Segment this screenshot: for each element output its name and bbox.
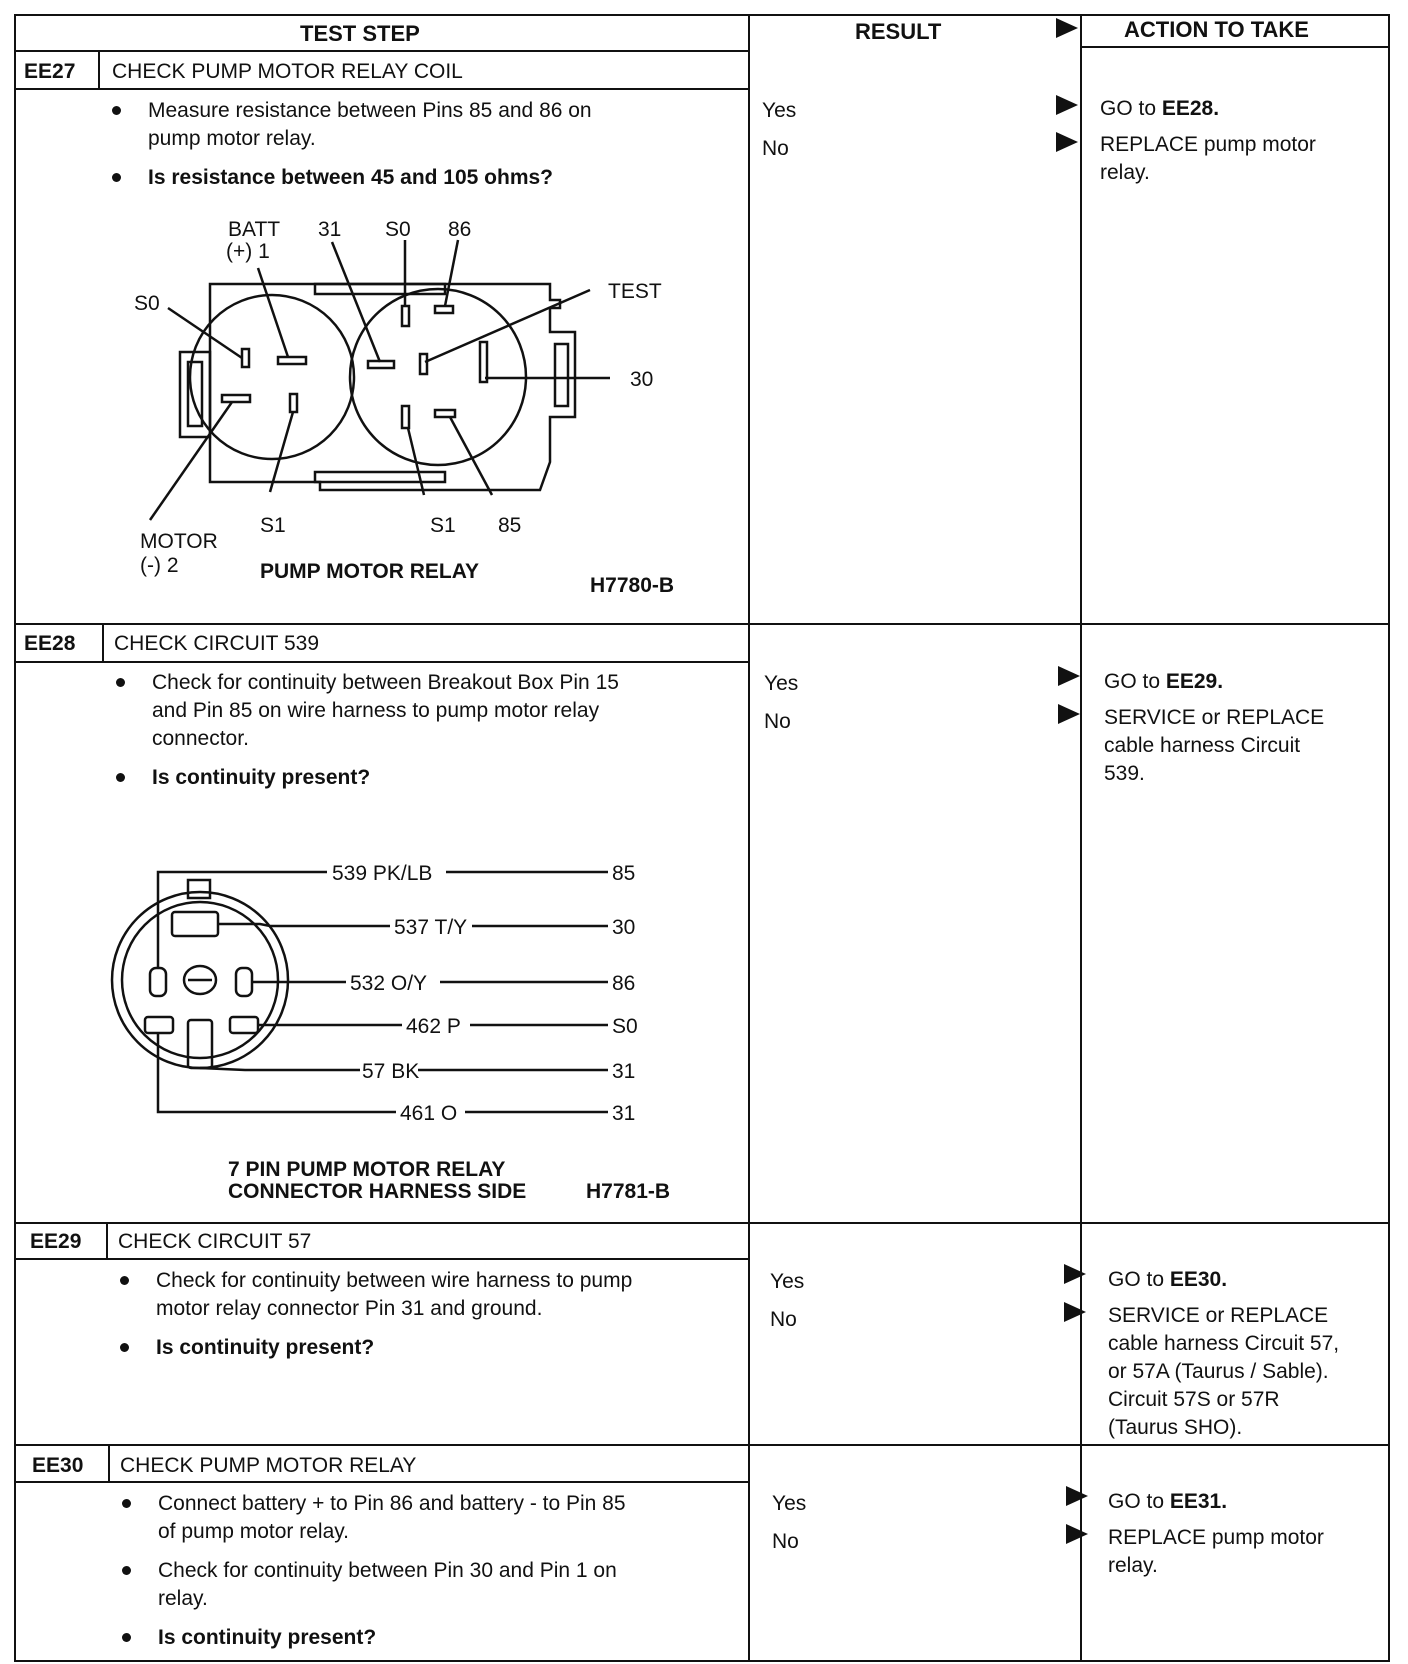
- action-no-ee29: SERVICE or REPLACE: [1108, 1304, 1329, 1327]
- label-motor-minus: (-) 2: [140, 554, 179, 577]
- result-no-ee27: No: [762, 137, 789, 160]
- wire-label: 539 PK/LB: [332, 862, 433, 885]
- step-title-ee27: CHECK PUMP MOTOR RELAY COIL: [112, 60, 463, 83]
- step-code-ee28: EE28: [24, 632, 76, 655]
- label-batt-plus: (+) 1: [226, 240, 270, 263]
- label-batt: BATT: [228, 218, 281, 241]
- wire-label: 532 O/Y: [350, 972, 428, 995]
- action-yes-ee27: GO to EE28.: [1100, 97, 1220, 120]
- title-rule-ee30: [14, 1481, 750, 1483]
- label-s1-right: S1: [430, 514, 456, 537]
- label-30: 30: [630, 368, 654, 391]
- result-yes-ee29: Yes: [770, 1270, 805, 1293]
- pin-label: 30: [612, 916, 636, 939]
- label-motor: MOTOR: [140, 530, 218, 553]
- result-no-ee28: No: [764, 710, 791, 733]
- title-rule-ee27: [14, 88, 750, 90]
- relay-connector-diagram: [100, 850, 700, 1210]
- action-no-ee28: cable harness Circuit: [1104, 734, 1301, 757]
- label-85: 85: [498, 514, 522, 537]
- bullet-icon: [122, 1499, 131, 1508]
- pin-label: 31: [612, 1102, 636, 1125]
- step-text: relay.: [158, 1587, 208, 1610]
- step-code-ee29: EE29: [30, 1230, 82, 1253]
- step-text: Connect battery + to Pin 86 and battery - to Pin 85: [158, 1492, 626, 1515]
- step-text: and Pin 85 on wire harness to pump motor relay: [152, 699, 600, 722]
- table-left-border: [14, 14, 16, 1662]
- result-arrow-icon: [1064, 1264, 1086, 1284]
- header-result: RESULT: [855, 19, 942, 44]
- table-bottom-border: [14, 1660, 1390, 1662]
- label-86: 86: [448, 218, 472, 241]
- row-separator-ee29: [14, 1222, 1390, 1224]
- step-text: Measure resistance between Pins 85 and 86 on: [148, 99, 592, 122]
- result-arrow-icon: [1064, 1302, 1086, 1322]
- result-no-ee29: No: [770, 1308, 797, 1331]
- figure-caption: CONNECTOR HARNESS SIDE: [228, 1180, 527, 1203]
- step-title-ee29: CHECK CIRCUIT 57: [118, 1230, 312, 1253]
- step-text: Check for continuity between wire harness to pump: [156, 1269, 633, 1292]
- step-title-ee30: CHECK PUMP MOTOR RELAY: [120, 1454, 417, 1477]
- step-question: Is continuity present?: [156, 1336, 375, 1359]
- action-no-ee29: cable harness Circuit 57,: [1108, 1332, 1340, 1355]
- table-right-border: [1388, 14, 1390, 1662]
- pin-label: S0: [612, 1015, 638, 1038]
- step-text: connector.: [152, 727, 249, 750]
- row-separator-ee30: [14, 1444, 1390, 1446]
- header-test-step: TEST STEP: [300, 21, 420, 46]
- step-title-ee28: CHECK CIRCUIT 539: [114, 632, 319, 655]
- step-text: Check for continuity between Breakout Box Pin 15: [152, 671, 619, 694]
- step-code-ee27: EE27: [24, 60, 76, 83]
- pin-label: 85: [612, 862, 636, 885]
- header-arrow-icon: [1056, 18, 1078, 38]
- result-no-ee30: No: [772, 1530, 799, 1553]
- result-arrow-icon: [1056, 132, 1078, 152]
- step-code-ee30: EE30: [32, 1454, 84, 1477]
- bullet-icon: [116, 773, 125, 782]
- code-box-divider-ee30: [108, 1446, 110, 1483]
- result-arrow-icon: [1066, 1486, 1088, 1506]
- action-no-ee27: REPLACE pump motor: [1100, 133, 1316, 156]
- figure-code: H7780-B: [590, 574, 675, 597]
- wire-label: 462 P: [406, 1015, 461, 1038]
- result-arrow-icon: [1058, 704, 1080, 724]
- wire-label: 461 O: [400, 1102, 458, 1125]
- title-rule-ee29: [14, 1258, 750, 1260]
- figure-caption: 7 PIN PUMP MOTOR RELAY: [228, 1158, 506, 1181]
- action-no-ee29: (Taurus SHO).: [1108, 1416, 1243, 1439]
- title-rule-ee28: [14, 661, 750, 663]
- bullet-icon: [120, 1343, 129, 1352]
- pump-motor-relay-diagram: [120, 212, 720, 612]
- label-test: TEST: [608, 280, 662, 303]
- bullet-icon: [122, 1633, 131, 1642]
- header-bottom-rule-action: [1080, 46, 1390, 48]
- action-no-ee29: Circuit 57S or 57R: [1108, 1388, 1280, 1411]
- figure-code: H7781-B: [586, 1180, 671, 1203]
- step-text: pump motor relay.: [148, 127, 316, 150]
- bullet-icon: [112, 106, 121, 115]
- bullet-icon: [116, 678, 125, 687]
- result-arrow-icon: [1056, 95, 1078, 115]
- step-text: Check for continuity between Pin 30 and Pin 1 on: [158, 1559, 617, 1582]
- pin-label: 86: [612, 972, 636, 995]
- code-box-divider-ee28: [102, 625, 104, 663]
- action-no-ee29: or 57A (Taurus / Sable).: [1108, 1360, 1329, 1383]
- result-arrow-icon: [1066, 1524, 1088, 1544]
- action-no-ee27: relay.: [1100, 161, 1150, 184]
- label-s0-left: S0: [134, 292, 160, 315]
- header-action: ACTION TO TAKE: [1124, 17, 1309, 42]
- result-yes-ee30: Yes: [772, 1492, 807, 1515]
- code-box-divider-ee27: [98, 52, 100, 90]
- action-yes-ee28: GO to EE29.: [1104, 670, 1224, 693]
- result-yes-ee28: Yes: [764, 672, 799, 695]
- action-no-ee30: relay.: [1108, 1554, 1158, 1577]
- label-s1-left: S1: [260, 514, 286, 537]
- action-no-ee30: REPLACE pump motor: [1108, 1526, 1324, 1549]
- step-text: of pump motor relay.: [158, 1520, 350, 1543]
- result-yes-ee27: Yes: [762, 99, 797, 122]
- wire-label: 537 T/Y: [394, 916, 468, 939]
- action-no-ee28: 539.: [1104, 762, 1145, 785]
- pin-label: 31: [612, 1060, 636, 1083]
- label-31: 31: [318, 218, 342, 241]
- column-divider-result: [748, 14, 750, 1662]
- step-question: Is continuity present?: [152, 766, 371, 789]
- bullet-icon: [112, 173, 121, 182]
- step-question: Is continuity present?: [158, 1626, 377, 1649]
- result-arrow-icon: [1058, 666, 1080, 686]
- step-question: Is resistance between 45 and 105 ohms?: [148, 166, 554, 189]
- label-s0-top: S0: [385, 218, 411, 241]
- action-yes-ee29: GO to EE30.: [1108, 1268, 1228, 1291]
- step-text: motor relay connector Pin 31 and ground.: [156, 1297, 543, 1320]
- action-yes-ee30: GO to EE31.: [1108, 1490, 1228, 1513]
- row-separator-ee28: [14, 623, 1390, 625]
- bullet-icon: [122, 1566, 131, 1575]
- bullet-icon: [120, 1276, 129, 1285]
- code-box-divider-ee29: [106, 1224, 108, 1260]
- header-bottom-rule: [14, 50, 750, 52]
- column-divider-action: [1080, 14, 1082, 1662]
- wire-label: 57 BK: [362, 1060, 420, 1083]
- figure-caption: PUMP MOTOR RELAY: [260, 560, 479, 583]
- action-no-ee28: SERVICE or REPLACE: [1104, 706, 1325, 729]
